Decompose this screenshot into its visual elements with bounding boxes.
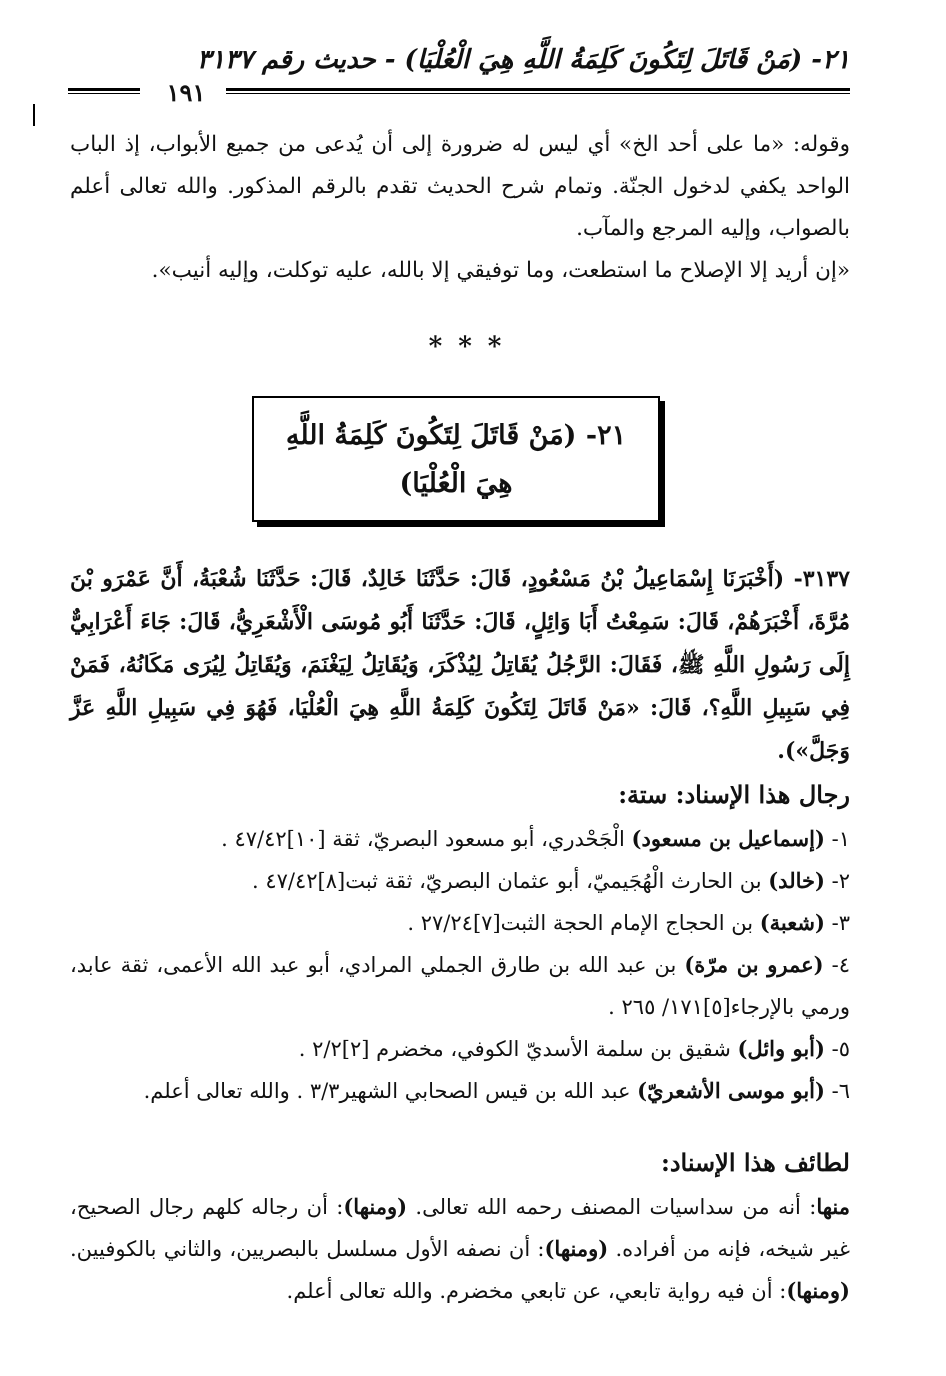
narrator-details: عبد الله بن قيس الصحابي الشهير٣/٣ . والله تعالى أعلم.	[143, 1079, 638, 1103]
page-number: ١٩١	[166, 78, 206, 107]
narrators-section	[70, 772, 850, 1112]
narrator-number: ٦-	[824, 1079, 850, 1103]
narrator-details: شقيق بن سلمة الأسديّ الكوفي، مخضرم [٢]٢/٢ .	[298, 1037, 738, 1061]
subtlety-label: (ومنها)	[544, 1236, 609, 1261]
narrator-number: ٥-	[824, 1037, 850, 1061]
subtlety-label: (ومنها)	[786, 1278, 850, 1303]
subtlety-text: : أن فيه رواية تابعي، عن تابعي مخضرم. والله تعالى أعلم.	[286, 1279, 787, 1303]
hadith-text: ٣١٣٧- (أَخْبَرَنَا إِسْمَاعِيلُ بْنُ مَسْعُودٍ، قَالَ: حَدَّثَنَا خَالِدٌ، قَالَ: حَدَّثَنَا شُعْبَةُ، أَنَّ عَمْرَو بْنَ مُرَّةَ، أَخْبَرَهُمْ، قَالَ: سَمِعْتُ أَبَا وَائِلٍ، قَالَ: حَدَّثَنَا أَبُو مُوسَى الْأَشْعَرِيُّ، قَالَ: جَاءَ أَعْرَابِيٌّ إِلَى رَسُولِ اللَّهِ ﷺ، فَقَالَ: الرَّجُلُ يُقَاتِلُ لِيُذْكَرَ، وَيُقَاتِلُ لِيَغْنَمَ، وَيُقَاتِلُ لِيُرَى مَكَانُهُ، فَمَنْ فِي سَبِيلِ اللَّهِ؟، قَالَ: «مَنْ قَاتَلَ لِتَكُونَ كَلِمَةُ اللَّهِ هِيَ الْعُلْيَا، فَهُوَ فِي سَبِيلِ اللَّهِ عَزَّ وَجَلَّ»).	[70, 566, 850, 764]
narrator-details: بن عبد الله بن طارق الجملي المرادي، أبو عبد الله الأعمى، ثقة عابد، ورمي بالإرجاء[٥]١٧١/ ٢٦٥ .	[70, 953, 850, 1019]
subtleties-section	[70, 1140, 850, 1312]
header-rule-left	[68, 88, 140, 91]
intro-paragraph: وقوله: «ما على أحد الخ» أي ليس له ضرورة إلى أن يُدعى من جميع الأبواب، إذ الباب الواحد يكفي لدخول الجنّة. وتمام شرح الحديث تقدم بالرقم المذكور. والله تعالى أعلم بالصواب، وإليه المرجع والمآب.	[70, 132, 850, 241]
narrator-entry	[70, 944, 850, 1028]
narrator-entry	[70, 1070, 850, 1112]
header-rule	[226, 88, 850, 91]
narrator-entry	[70, 1028, 850, 1070]
narrator-name: (خالد)	[768, 868, 825, 893]
narrator-number: ٤-	[823, 953, 850, 977]
narrators-heading: رجال هذا الإسناد: ستة:	[618, 780, 850, 809]
narrator-details: بن الحارث الْهُجَيميّ، أبو عثمان البصريّ، ثقة ثبت[٨]٤٧/٤٢ .	[251, 869, 769, 893]
narrator-number: ٢-	[824, 869, 850, 893]
narrator-name: (إسماعيل بن مسعود)	[631, 826, 825, 851]
subtlety-text: : أنه من سداسيات المصنف رحمه الله تعالى.	[407, 1195, 817, 1219]
subtlety-text: : أن نصفه الأول مسلسل بالبصريين، والثاني بالكوفيين.	[70, 1237, 545, 1261]
subtlety-label: منها	[816, 1194, 850, 1219]
subtleties-heading: لطائف هذا الإسناد:	[660, 1148, 850, 1177]
narrator-number: ٣-	[824, 911, 850, 935]
narrator-name: (عمرو بن مرّة)	[684, 952, 824, 977]
intro-paragraph: «إن أريد إلا الإصلاح ما استطعت، وما توفيقي إلا بالله، عليه توكلت، وإليه أنيب».	[151, 258, 850, 283]
chapter-heading-box	[252, 396, 660, 522]
subtlety-label: (ومنها)	[343, 1194, 408, 1219]
subtlety-text: : أن رجاله كلهم رجال الصحيح، غير شيخه، فإنه من أفراده.	[70, 1195, 851, 1261]
narrator-entry	[70, 902, 850, 944]
narrator-number: ١-	[824, 827, 850, 851]
narrator-name: (شعبة)	[759, 910, 825, 935]
narrator-details: الْجَحْدري، أبو مسعود البصريّ، ثقة [١٠]٤٧/٤٢ .	[221, 827, 632, 851]
hadith-section	[70, 558, 850, 773]
running-header: ٢١- (مَنْ قَاتَلَ لِتَكُونَ كَلِمَةُ اللَّهِ هِيَ الْعُلْيَا) - حديث رقم ٣١٣٧	[196, 45, 850, 75]
header-rule-left-thin	[68, 93, 140, 94]
margin-mark	[33, 104, 35, 126]
chapter-heading: ٢١- (مَنْ قَاتَلَ لِتَكُونَ كَلِمَةُ اللَّهِ هِيَ الْعُلْيَا)	[285, 420, 627, 499]
narrator-name: (أبو وائل)	[737, 1036, 825, 1061]
subtleties-paragraph	[70, 1186, 850, 1312]
narrator-details: بن الحجاج الإمام الحجة الثبت[٧]٢٧/٢٤ .	[407, 911, 760, 935]
narrator-name: (أبو موسى الأشعريّ)	[637, 1078, 825, 1103]
narrator-entry	[70, 818, 850, 860]
intro-section	[70, 124, 850, 292]
header-rule-thin	[226, 93, 850, 94]
narrator-entry	[70, 860, 850, 902]
section-separator: ***	[428, 332, 518, 362]
